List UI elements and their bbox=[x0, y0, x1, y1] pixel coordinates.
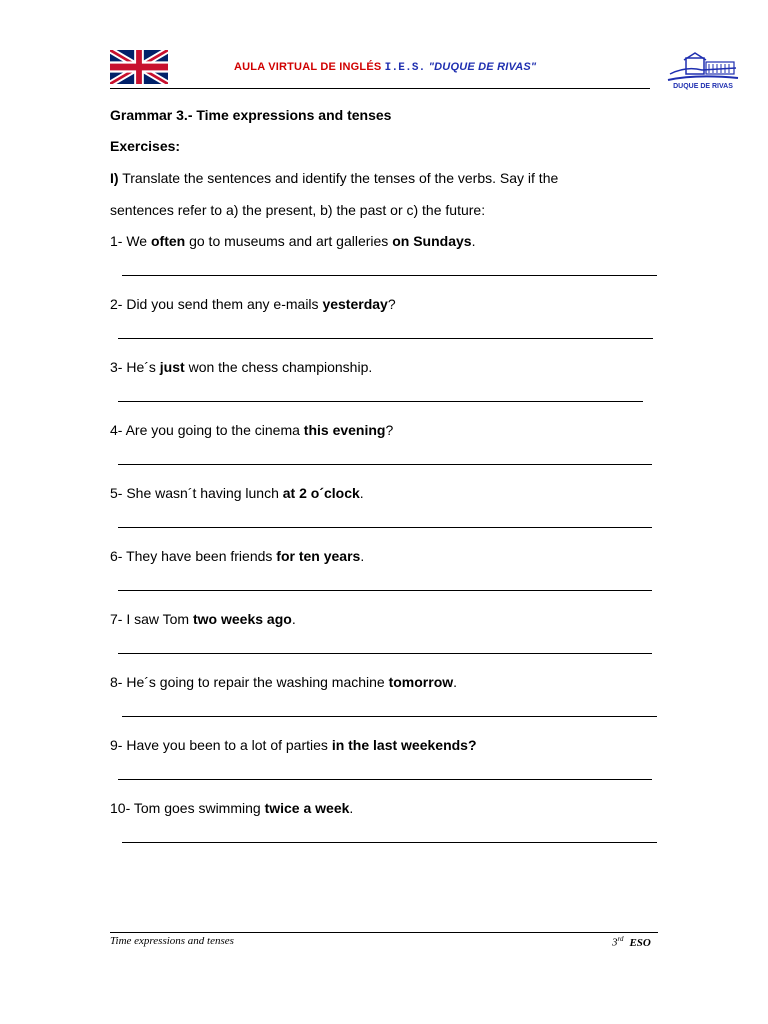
time-expression: at 2 o´clock bbox=[282, 485, 360, 501]
time-expression: tomorrow bbox=[388, 674, 454, 690]
answer-line-7[interactable] bbox=[118, 653, 652, 654]
sentence-text: 8- He´s going to repair the washing machine bbox=[110, 674, 389, 690]
sentence-text: 7- I saw Tom bbox=[110, 611, 193, 627]
union-jack-flag-icon bbox=[110, 50, 168, 84]
answer-line-1[interactable] bbox=[122, 275, 657, 276]
answer-line-9[interactable] bbox=[118, 779, 652, 780]
footer-level: ESO bbox=[629, 936, 651, 949]
sentence-text: 4- Are you going to the cinema bbox=[110, 422, 304, 438]
time-expression: yesterday bbox=[322, 296, 388, 312]
sentence-text: . bbox=[291, 611, 296, 627]
header-title bbox=[234, 61, 634, 74]
sentence-5 bbox=[110, 485, 364, 501]
page-title: Grammar 3.- Time expressions and tenses bbox=[110, 107, 392, 123]
time-expression: just bbox=[159, 359, 185, 375]
answer-line-5[interactable] bbox=[118, 527, 652, 528]
footer-grade-suffix: rd bbox=[617, 935, 624, 943]
sentence-text: 5- She wasn´t having lunch bbox=[110, 485, 283, 501]
header-title-school: "DUQUE DE RIVAS" bbox=[428, 61, 537, 73]
sentence-6 bbox=[110, 548, 364, 564]
sentence-text: ? bbox=[387, 296, 396, 312]
instructions-text-1: Translate the sentences and identify the tenses of the verbs. Say if the bbox=[118, 170, 559, 186]
header-title-main: AULA VIRTUAL DE INGLÉS bbox=[234, 61, 382, 73]
time-expression: for ten years bbox=[276, 548, 361, 564]
sentence-text: . bbox=[471, 233, 476, 249]
sentence-text: 6- They have been friends bbox=[110, 548, 277, 564]
footer-right-text bbox=[612, 935, 651, 949]
exercise-numeral: I) bbox=[110, 170, 119, 186]
time-expression: often bbox=[150, 233, 186, 249]
sentence-text: 2- Did you send them any e-mails bbox=[110, 296, 323, 312]
footer-divider bbox=[110, 932, 658, 933]
sentence-9 bbox=[110, 737, 477, 753]
sentence-text: 10- Tom goes swimming bbox=[110, 800, 265, 816]
sentence-text: ? bbox=[385, 422, 394, 438]
instructions-line-2: sentences refer to a) the present, b) the past or c) the future: bbox=[110, 202, 486, 218]
sentence-3 bbox=[110, 359, 372, 375]
time-expression: this evening bbox=[303, 422, 386, 438]
footer-left-text: Time expressions and tenses bbox=[110, 935, 234, 947]
sentence-text: go to museums and art galleries bbox=[185, 233, 393, 249]
footer-grade-number: 3 bbox=[612, 936, 618, 949]
exercises-heading: Exercises: bbox=[110, 138, 181, 154]
sentence-text: . bbox=[453, 674, 458, 690]
instructions-line-1 bbox=[110, 170, 558, 186]
answer-line-4[interactable] bbox=[118, 464, 652, 465]
time-expression: two weeks ago bbox=[193, 611, 292, 627]
answer-line-8[interactable] bbox=[122, 716, 657, 717]
time-expression: twice a week bbox=[264, 800, 350, 816]
answer-line-10[interactable] bbox=[122, 842, 657, 843]
answer-line-2[interactable] bbox=[118, 338, 653, 339]
sentence-text: . bbox=[359, 485, 364, 501]
answer-line-6[interactable] bbox=[118, 590, 652, 591]
header-title-ies: I.E.S. bbox=[384, 62, 426, 74]
sentence-text: 1- We bbox=[110, 233, 151, 249]
sentence-text: 9- Have you been to a lot of parties bbox=[110, 737, 332, 753]
sentence-10 bbox=[110, 800, 353, 816]
time-expression: in the last weekends? bbox=[331, 737, 477, 753]
answer-line-3[interactable] bbox=[118, 401, 643, 402]
sentence-text: 3- He´s bbox=[110, 359, 160, 375]
header-divider bbox=[110, 88, 650, 89]
sentence-text: . bbox=[360, 548, 365, 564]
sentence-text: won the chess championship. bbox=[184, 359, 373, 375]
time-expression: on Sundays bbox=[392, 233, 472, 249]
sentence-7 bbox=[110, 611, 296, 627]
sentence-2 bbox=[110, 296, 396, 312]
sentence-8 bbox=[110, 674, 457, 690]
school-logo-caption: DUQUE DE RIVAS bbox=[673, 83, 733, 90]
sentence-4 bbox=[110, 422, 393, 438]
sentence-text: . bbox=[349, 800, 354, 816]
sentence-1 bbox=[110, 233, 475, 249]
